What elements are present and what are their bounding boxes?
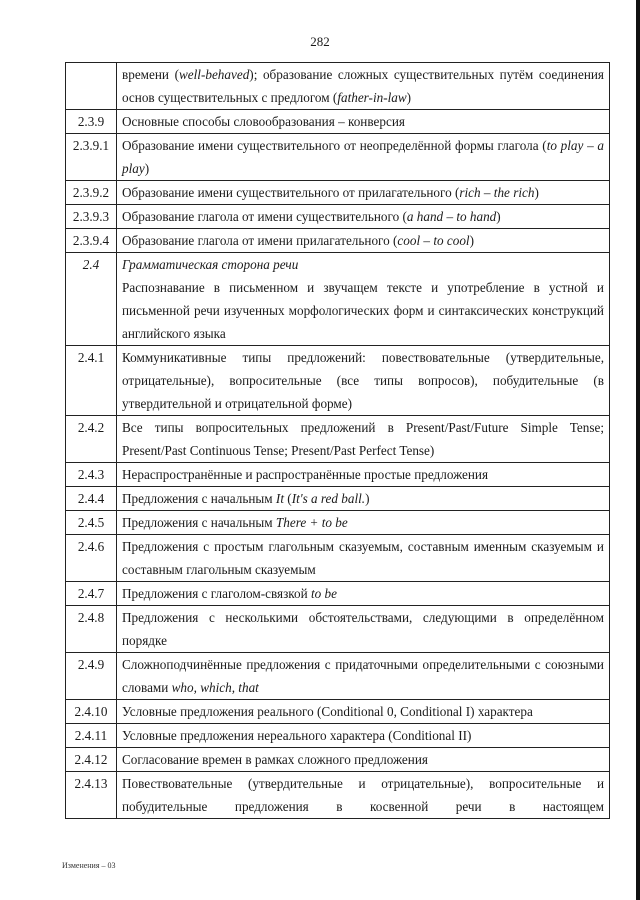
text-segment: ): [365, 491, 370, 506]
italic-example: It's a red ball.: [291, 491, 366, 506]
section-text: [122, 416, 604, 462]
section-text: [122, 511, 604, 534]
section-text: [122, 110, 604, 133]
text-segment: ): [534, 185, 539, 200]
table-row: [66, 582, 610, 606]
section-number: [66, 63, 117, 110]
text-segment: Условные предложения реального (Conditional 0, Conditional I) характера: [122, 704, 533, 719]
table-body: [66, 63, 610, 819]
section-content: [117, 511, 610, 535]
text-segment: Предложения с начальным: [122, 515, 276, 530]
italic-example: It: [275, 491, 284, 506]
section-number: 2.4.8: [66, 606, 117, 653]
text-segment: Нераспространённые и распространённые простые предложения: [122, 467, 489, 482]
text-segment: Предложения с простым глагольным сказуемым, составным именным сказуемым и составным глагольным сказуемым: [122, 539, 604, 577]
text-segment: Сложноподчинённые предложения с придаточными определительными с союзными словами: [122, 657, 604, 695]
section-content: [117, 134, 610, 181]
section-content: [117, 229, 610, 253]
section-content: [117, 253, 610, 346]
section-content: [117, 463, 610, 487]
section-number: 2.4.6: [66, 535, 117, 582]
section-content: [117, 110, 610, 134]
text-segment: Предложения с глаголом-связкой: [122, 586, 311, 601]
table-row: [66, 134, 610, 181]
section-number: 2.4: [66, 253, 117, 346]
italic-example: rich – the rich: [459, 185, 535, 200]
section-text: [122, 606, 604, 652]
text-segment: ); образование сложных существительных путём соединения основ существительных с предлогом (: [122, 67, 604, 105]
section-number: 2.3.9: [66, 110, 117, 134]
section-number: 2.4.11: [66, 724, 117, 748]
table-row: [66, 606, 610, 653]
table-row: [66, 511, 610, 535]
text-segment: Повествовательные (утвердительные и отрицательные), вопросительные и побудительные предложения в косвенной речи в настоящем: [122, 776, 604, 814]
section-content: [117, 724, 610, 748]
section-content: [117, 181, 610, 205]
section-text: [122, 134, 604, 180]
text-segment: Распознавание в письменном и звучащем тексте и употребление в устной и письменной речи изученных морфологических форм и синтаксических конструкций английского языка: [122, 280, 604, 341]
section-content: [117, 772, 610, 819]
section-text: [122, 487, 604, 510]
section-content: [117, 487, 610, 511]
text-segment: Основные способы словообразования – конверсия: [122, 114, 405, 129]
section-text: [122, 276, 604, 345]
table-row: [66, 63, 610, 110]
section-number: 2.4.7: [66, 582, 117, 606]
section-content: [117, 582, 610, 606]
text-segment: времени (: [122, 67, 179, 82]
section-number: 2.4.4: [66, 487, 117, 511]
section-number: 2.4.10: [66, 700, 117, 724]
section-text: [122, 63, 604, 109]
section-heading: Грамматическая сторона речи: [122, 257, 299, 272]
section-text: [122, 582, 604, 605]
section-text: [122, 229, 604, 252]
italic-example: to play – a play: [122, 138, 604, 176]
text-segment: ): [496, 209, 501, 224]
scan-edge: [636, 0, 640, 900]
curriculum-table: [65, 62, 610, 819]
table-row: [66, 653, 610, 700]
section-text: [122, 700, 604, 723]
section-content: [117, 748, 610, 772]
page-number: 282: [310, 34, 330, 49]
text-segment: ): [469, 233, 474, 248]
italic-example: a hand – to hand: [406, 209, 497, 224]
section-text: [122, 653, 604, 699]
section-number: 2.4.1: [66, 346, 117, 416]
section-text: [122, 346, 604, 415]
italic-example: well-behaved: [178, 67, 250, 82]
text-segment: Все типы вопросительных предложений в Present/Past/Future Simple Tense; Present/Past Continuous Tense; Present/Past Perfect Tense): [122, 420, 604, 458]
italic-example: There + to be: [275, 515, 348, 530]
section-number: 2.3.9.1: [66, 134, 117, 181]
section-content: [117, 346, 610, 416]
section-number: 2.4.2: [66, 416, 117, 463]
section-number: 2.4.5: [66, 511, 117, 535]
section-number: 2.4.3: [66, 463, 117, 487]
table-row: [66, 463, 610, 487]
text-segment: Предложения с несколькими обстоятельствами, следующими в определённом порядке: [122, 610, 604, 648]
text-segment: Коммуникативные типы предложений: повествовательные (утвердительные, отрицательные), вопросительные (все типы вопросов), побудительные (в утвердительной и отрицательной форме): [122, 350, 604, 411]
italic-example: cool – to cool: [397, 233, 470, 248]
table-row: [66, 253, 610, 346]
section-content: [117, 535, 610, 582]
text-segment: Условные предложения нереального характера (Conditional II): [122, 728, 472, 743]
section-number: 2.4.9: [66, 653, 117, 700]
table-row: [66, 700, 610, 724]
section-text: [122, 535, 604, 581]
text-segment: Образование имени существительного от неопределённой формы глагола (: [122, 138, 547, 153]
table-row: [66, 748, 610, 772]
text-segment: ): [144, 161, 150, 176]
table-row: [66, 229, 610, 253]
text-segment: Согласование времен в рамках сложного предложения: [122, 752, 428, 767]
table-row: [66, 181, 610, 205]
section-number: 2.4.12: [66, 748, 117, 772]
italic-example: who, which, that: [171, 680, 259, 695]
text-segment: Образование глагола от имени прилагательного (: [122, 233, 398, 248]
table-row: [66, 346, 610, 416]
revision-footer: Изменения – 03: [62, 861, 116, 870]
table-row: [66, 110, 610, 134]
italic-example: to be: [310, 586, 337, 601]
section-text: [122, 772, 604, 818]
table-row: [66, 416, 610, 463]
italic-example: father-in-law: [337, 90, 407, 105]
table-row: [66, 487, 610, 511]
section-number: 2.4.13: [66, 772, 117, 819]
section-content: [117, 205, 610, 229]
table-row: [66, 535, 610, 582]
section-text: [122, 205, 604, 228]
section-content: [117, 416, 610, 463]
section-text: [122, 463, 604, 486]
text-segment: Образование имени существительного от прилагательного (: [122, 185, 460, 200]
section-number: 2.3.9.3: [66, 205, 117, 229]
text-segment: (: [283, 491, 292, 506]
text-segment: Образование глагола от имени существительного (: [122, 209, 407, 224]
table-row: [66, 772, 610, 819]
text-segment: Предложения с начальным: [122, 491, 276, 506]
section-text: [122, 724, 604, 747]
section-text: [122, 181, 604, 204]
section-content: [117, 653, 610, 700]
section-number: 2.3.9.2: [66, 181, 117, 205]
section-content: [117, 63, 610, 110]
table-row: [66, 724, 610, 748]
text-segment: ): [406, 90, 412, 105]
table-row: [66, 205, 610, 229]
section-content: [117, 606, 610, 653]
section-content: [117, 700, 610, 724]
section-number: 2.3.9.4: [66, 229, 117, 253]
section-text: [122, 748, 604, 771]
